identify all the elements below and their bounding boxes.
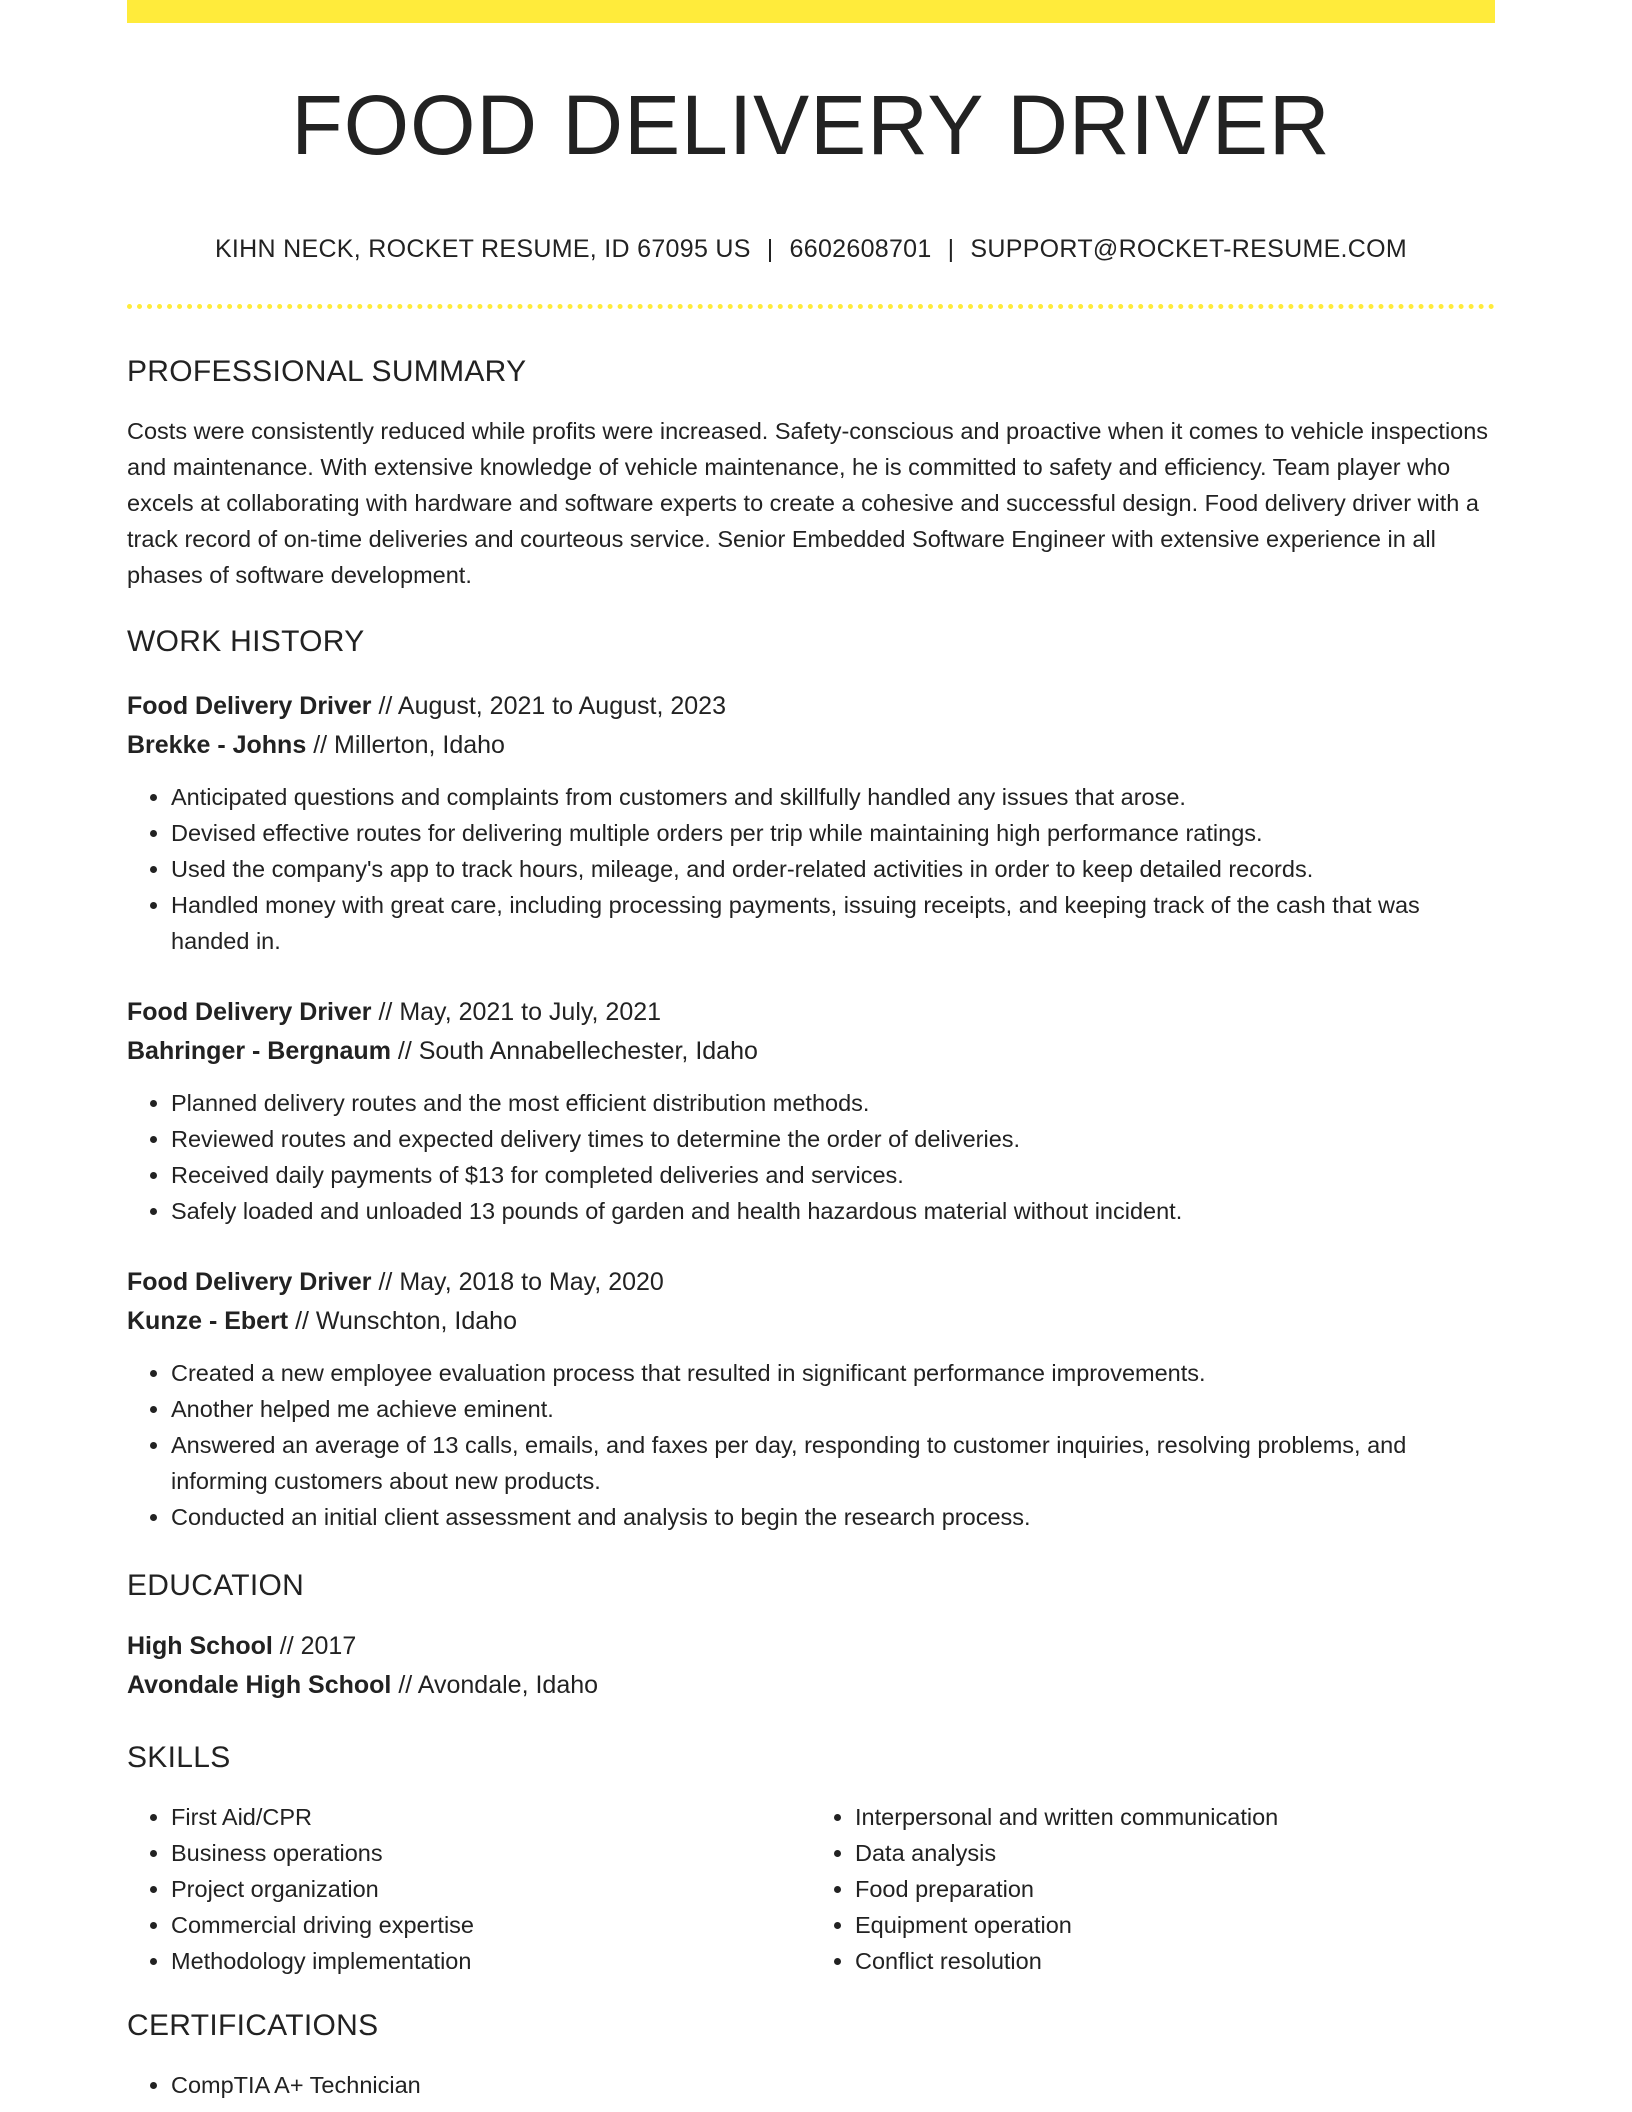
skill-item: • Commercial driving expertise: [171, 1907, 811, 1943]
job-company: Kunze - Ebert: [127, 1307, 289, 1335]
job-bullets: [127, 779, 1495, 959]
education-school-line: [127, 1666, 1495, 1705]
job-location: // South Annabellechester, Idaho: [390, 1037, 758, 1065]
job-company-line: [127, 726, 1495, 765]
skill-item: • Business operations: [171, 1835, 811, 1871]
education-school: Avondale High School: [127, 1671, 392, 1699]
education-year: // 2017: [272, 1632, 357, 1660]
certification-item: • CompTIA A+ Technician: [171, 2067, 1495, 2103]
skill-item: • Data analysis: [855, 1835, 1495, 1871]
skill-item: • Methodology implementation: [171, 1943, 811, 1979]
job-company-line: [127, 1302, 1495, 1341]
education-location: // Avondale, Idaho: [391, 1671, 599, 1699]
skills-grid: [127, 1799, 1495, 1979]
job-bullet: • Another helped me achieve eminent.: [171, 1391, 1495, 1427]
job-dates: // May, 2021 to July, 2021: [371, 998, 662, 1026]
job-bullet: • Received daily payments of $13 for completed deliveries and services.: [171, 1157, 1495, 1193]
job-bullet: • Reviewed routes and expected delivery times to determine the order of deliveries.: [171, 1121, 1495, 1157]
job-role: Food Delivery Driver: [127, 1268, 372, 1296]
job-dates: // August, 2021 to August, 2023: [371, 692, 726, 720]
job-entry: [127, 687, 1495, 959]
job-company-line: [127, 1032, 1495, 1071]
job-location: // Wunschton, Idaho: [288, 1307, 517, 1335]
skills-list-right: [811, 1799, 1495, 1979]
job-bullet: • Conducted an initial client assessment and analysis to begin the research process.: [171, 1499, 1495, 1535]
education-heading: EDUCATION: [127, 1569, 305, 1602]
resume-title: FOOD DELIVERY DRIVER: [291, 78, 1331, 172]
contact-separator: |: [766, 235, 774, 263]
job-bullet: • Planned delivery routes and the most efficient distribution methods.: [171, 1085, 1495, 1121]
job-company: Brekke - Johns: [127, 731, 307, 759]
certifications-heading: CERTIFICATIONS: [127, 2009, 379, 2042]
skill-item: • Equipment operation: [855, 1907, 1495, 1943]
education-degree: High School: [127, 1632, 273, 1660]
job-bullet: • Created a new employee evaluation process that resulted in significant performance improvements.: [171, 1355, 1495, 1391]
accent-top-bar: [127, 0, 1495, 23]
dotted-divider: [127, 304, 1495, 309]
contact-email: SUPPORT@ROCKET-RESUME.COM: [970, 235, 1408, 263]
job-bullet: • Answered an average of 13 calls, emails, and faxes per day, responding to customer inquiries, resolving problems, and informing customers about new products.: [171, 1427, 1495, 1499]
skill-item: • Interpersonal and written communication: [855, 1799, 1495, 1835]
job-bullet: • Used the company's app to track hours, mileage, and order-related activities in order to keep detailed records.: [171, 851, 1495, 887]
job-bullets: [127, 1085, 1495, 1229]
contact-phone: 6602608701: [789, 235, 932, 263]
job-bullets: [127, 1355, 1495, 1535]
skills-list-left: [127, 1799, 811, 1979]
skills-heading: SKILLS: [127, 1741, 231, 1774]
education-degree-line: [127, 1627, 1495, 1666]
education-entry: [127, 1627, 1495, 1705]
skill-item: • Conflict resolution: [855, 1943, 1495, 1979]
job-role: Food Delivery Driver: [127, 692, 372, 720]
job-entry: [127, 993, 1495, 1229]
skill-item: • Food preparation: [855, 1871, 1495, 1907]
job-bullet: • Handled money with great care, including processing payments, issuing receipts, and keeping track of the cash that was handed in.: [171, 887, 1495, 959]
job-company: Bahringer - Bergnaum: [127, 1037, 391, 1065]
summary-heading: PROFESSIONAL SUMMARY: [127, 355, 527, 388]
job-title-line: [127, 1263, 1495, 1302]
job-dates: // May, 2018 to May, 2020: [371, 1268, 664, 1296]
job-role: Food Delivery Driver: [127, 998, 372, 1026]
contact-address: KIHN NECK, ROCKET RESUME, ID 67095 US: [214, 235, 751, 263]
resume-page: [127, 0, 1495, 2103]
certifications-list: [127, 2067, 1495, 2103]
job-bullet: • Anticipated questions and complaints from customers and skillfully handled any issues that arose.: [171, 779, 1495, 815]
skill-item: • First Aid/CPR: [171, 1799, 811, 1835]
job-bullet: • Devised effective routes for delivering multiple orders per trip while maintaining high performance ratings.: [171, 815, 1495, 851]
skill-item: • Project organization: [171, 1871, 811, 1907]
summary-text: Costs were consistently reduced while profits were increased. Safety-conscious and proactive when it comes to vehicle inspections and maintenance. With extensive knowledge of vehicle maintenance, he is committed to safety and efficiency. Team player who excels at collaborating with hardware and software experts to create a cohesive and successful design. Food delivery driver with a track record of on-time deliveries and courteous service. Senior Embedded Software Engineer with extensive experience in all phases of software development.: [127, 418, 1489, 588]
job-entry: [127, 1263, 1495, 1535]
contact-separator: |: [947, 235, 955, 263]
job-bullet: • Safely loaded and unloaded 13 pounds of garden and health hazardous material without incident.: [171, 1193, 1495, 1229]
job-title-line: [127, 687, 1495, 726]
contact-line: [127, 235, 1495, 264]
work-history-heading: WORK HISTORY: [127, 625, 365, 658]
job-title-line: [127, 993, 1495, 1032]
job-location: // Millerton, Idaho: [306, 731, 505, 759]
